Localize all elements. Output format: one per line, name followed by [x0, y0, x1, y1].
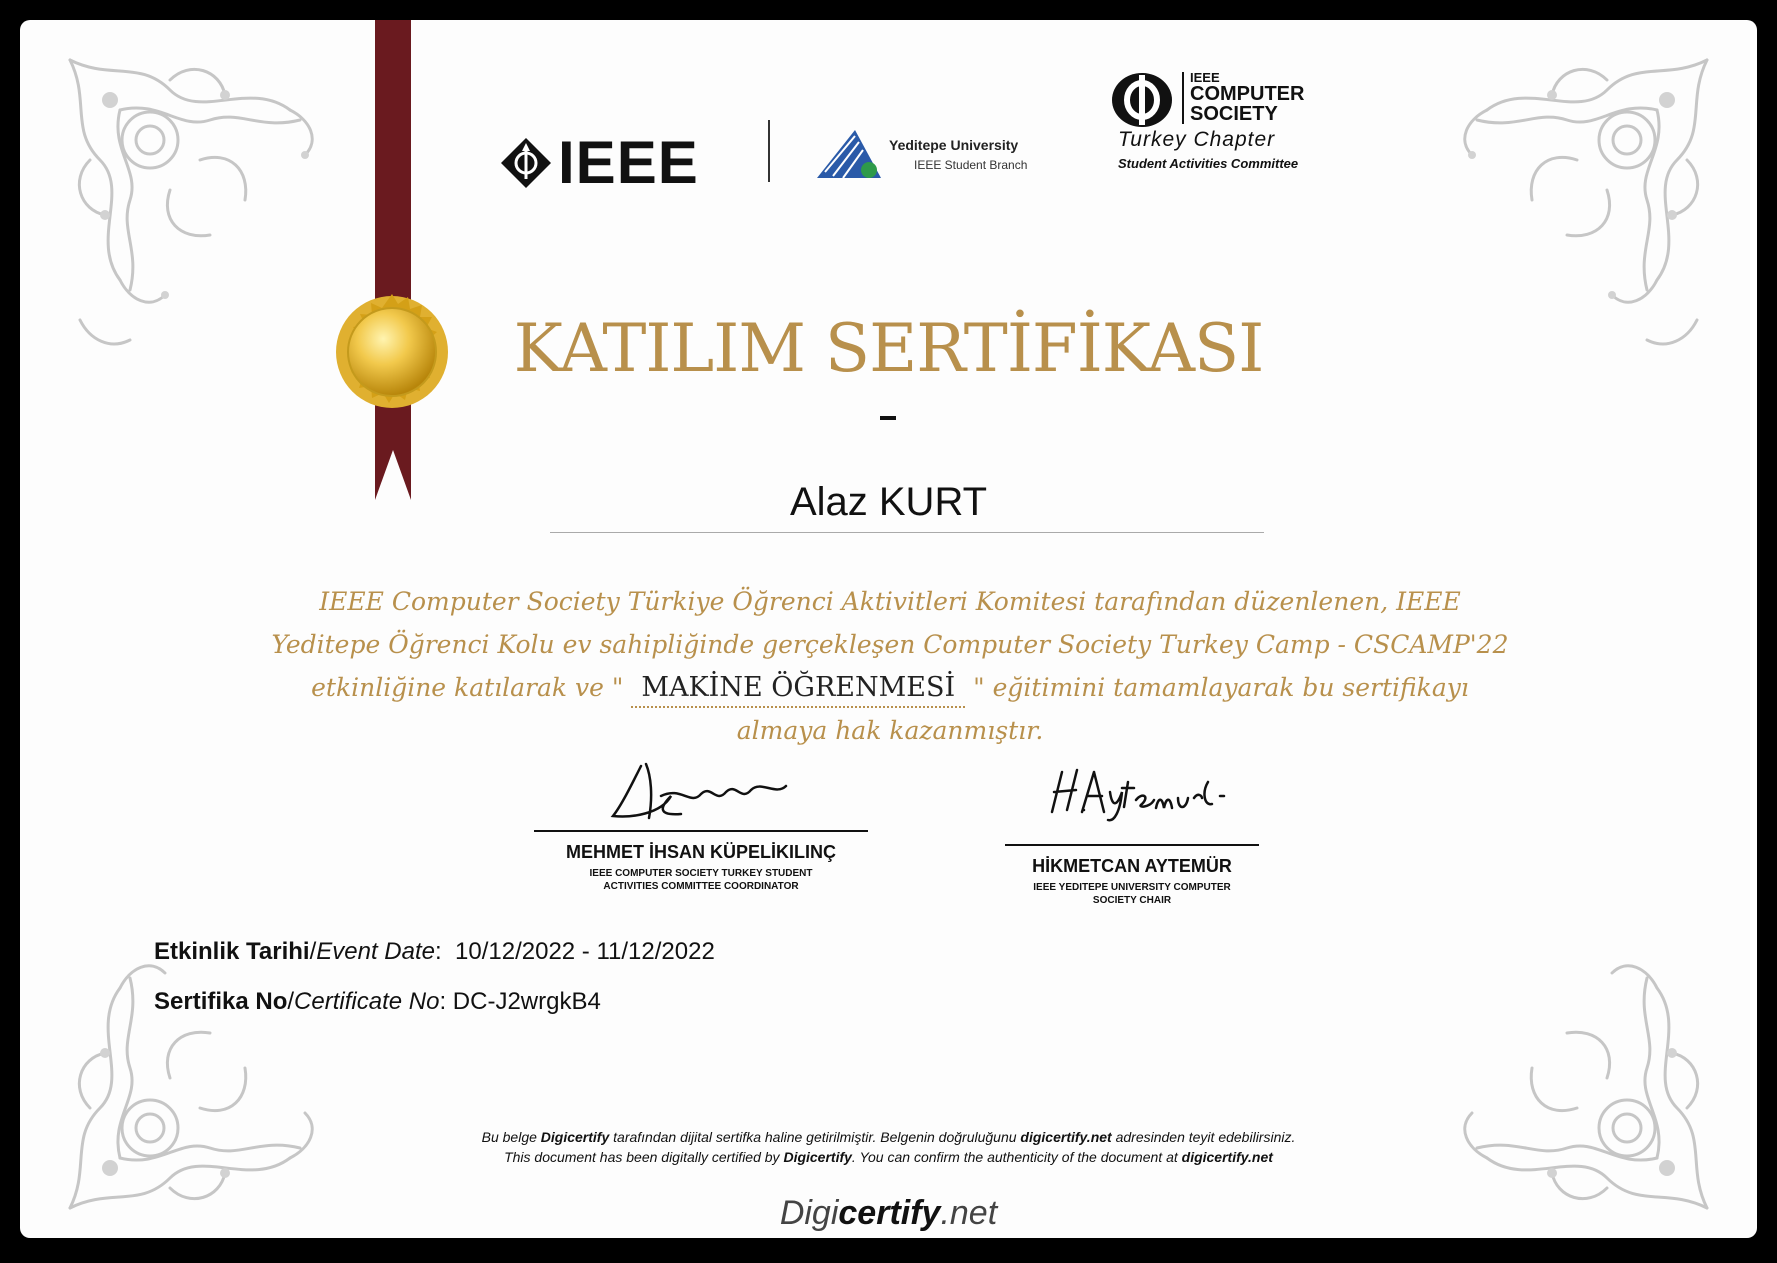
yeditepe-university-name: Yeditepe University	[889, 136, 1019, 153]
cs-logo-computer: COMPUTER	[1190, 83, 1305, 105]
certificate-title: KATILIM SERTİFİKASI	[513, 310, 1264, 387]
signature-2-icon	[1032, 752, 1232, 822]
course-name: MAKİNE ÖĞRENMESİ	[631, 670, 965, 708]
certificate-sheet	[20, 20, 1757, 1238]
event-date-row: Etkinlik Tarihi/Event Date: 10/12/2022 - 11/12/2022	[154, 938, 715, 965]
ieee-wordmark: IEEE	[558, 129, 699, 196]
digicertify-logo	[20, 1194, 1757, 1233]
computer-society-logo	[1110, 70, 1330, 180]
cs-logo-committee: Student Activities Committee	[1118, 156, 1299, 171]
signatory-1-role-line-1: IEEE COMPUTER SOCIETY TURKEY STUDENT	[589, 868, 813, 879]
body-line-3-after: " eğitimini tamamlayarak bu sertifikayı	[973, 673, 1469, 702]
logo-divider	[768, 120, 770, 182]
footnote-tr-site-link[interactable]: digicertify.net	[1020, 1129, 1112, 1145]
signature-1-line	[534, 830, 868, 832]
footnote-line-tr	[20, 1127, 1757, 1147]
certificate-no-label-tr: Sertifika No	[154, 988, 288, 1015]
digicertify-logo-part-3: .net	[940, 1194, 998, 1232]
verification-footnote	[20, 1127, 1757, 1167]
signatory-2-role-line-2: SOCIETY CHAIR	[1092, 895, 1172, 906]
digicertify-logo-part-1: Digi	[779, 1194, 839, 1232]
event-date-label-en: Event Date	[316, 938, 435, 965]
footnote-tr-brand: Digicertify	[540, 1129, 610, 1145]
yeditepe-logo	[815, 128, 1027, 180]
footnote-en-brand: Digicertify	[783, 1149, 852, 1165]
footnote-tr-part-2: tarafından dijital sertifka haline getirilmiştir. Belgenin doğruluğunu	[609, 1129, 1021, 1145]
recipient-underline	[550, 532, 1264, 533]
event-date-value: 10/12/2022 - 11/12/2022	[455, 938, 715, 965]
cs-logo-chapter: Turkey Chapter	[1118, 128, 1276, 151]
event-date-label-tr: Etkinlik Tarihi	[154, 938, 310, 965]
cs-logo-divider	[1182, 72, 1184, 124]
signature-1-icon	[601, 756, 801, 826]
body-line-1: IEEE Computer Society Türkiye Öğrenci Aktivitleri Komitesi tarafından düzenlenen, IEEE	[319, 587, 1461, 616]
footnote-en-part-1: This document has been digitally certified by	[504, 1149, 784, 1165]
footnote-en-site-link[interactable]: digicertify.net	[1181, 1149, 1273, 1165]
corner-ornament-icon	[1427, 898, 1727, 1228]
ieee-logo	[500, 128, 699, 197]
ieee-diamond-icon	[500, 137, 552, 189]
body-line-3	[190, 666, 1590, 709]
title-dash	[880, 416, 896, 420]
signatory-2-role-line-1: IEEE YEDITEPE UNIVERSITY COMPUTER	[1033, 882, 1231, 893]
cs-logo-ieee: IEEE	[1190, 70, 1220, 85]
signatory-2-role	[1005, 881, 1259, 907]
footnote-line-en	[20, 1147, 1757, 1167]
body-line-4: almaya hak kazanmıştır.	[736, 716, 1044, 745]
signatory-2-name: HİKMETCAN AYTEMÜR	[1032, 856, 1232, 876]
digicertify-logo-part-2: certify	[838, 1194, 941, 1232]
footnote-tr-part-3: adresinden teyit edebilirsiniz.	[1111, 1129, 1296, 1145]
yeditepe-branch-name: IEEE Student Branch	[914, 157, 1028, 172]
signature-2-line	[1005, 844, 1259, 846]
footnote-tr-part-1: Bu belge	[481, 1129, 541, 1145]
recipient-name: Alaz KURT	[789, 480, 988, 524]
certificate-no-row: Sertifika No/Certificate No: DC-J2wrgkB4	[154, 988, 601, 1015]
certificate-body	[190, 580, 1590, 752]
certificate-no-label-en: Certificate No	[294, 988, 440, 1015]
body-line-2: Yeditepe Öğrenci Kolu ev sahipliğinde gerçekleşen Computer Society Turkey Camp - CSCAMP'22	[271, 630, 1509, 659]
ribbon-icon	[375, 20, 411, 500]
signatory-1-role-line-2: ACTIVITIES COMMITTEE COORDINATOR	[603, 881, 799, 892]
signatory-1-name: MEHMET İHSAN KÜPELİKILINÇ	[566, 842, 836, 862]
phi-icon	[1110, 72, 1174, 128]
certificate-no-value: DC-J2wrgkB4	[452, 988, 601, 1015]
signature-block-2	[1005, 782, 1259, 907]
signatory-1-role	[534, 867, 868, 893]
yeditepe-triangle-icon	[815, 128, 881, 180]
cs-logo-society: SOCIETY	[1190, 103, 1278, 125]
footnote-en-part-2: . You can confirm the authenticity of the document at	[851, 1149, 1182, 1165]
signature-block-1	[534, 768, 868, 893]
body-line-3-before: etkinliğine katılarak ve "	[311, 673, 624, 702]
